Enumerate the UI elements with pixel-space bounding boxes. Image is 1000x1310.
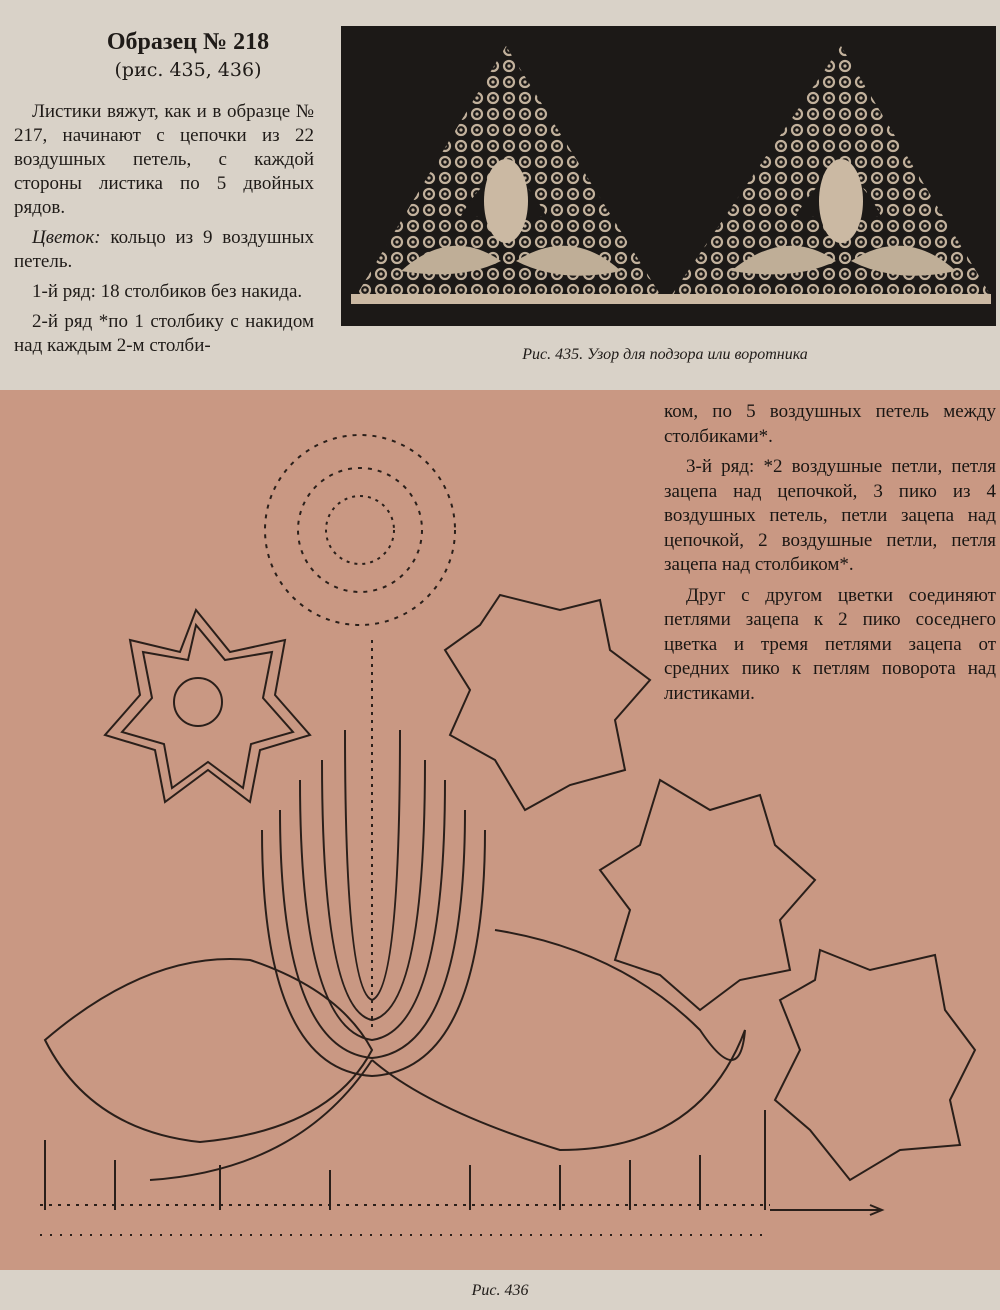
diagram-side-leaf-left	[45, 959, 372, 1180]
lace-motif-left	[356, 46, 661, 296]
diagram-flower-top	[265, 435, 455, 625]
diagram-central-leaf	[262, 640, 485, 1076]
lace-motif-right	[671, 46, 991, 296]
paragraph-leaves: Листики вяжут, как и в образце № 217, начинают с цепочки из 22 воздушных петель, с каждой стороны листика по 5 двойных рядов.	[14, 101, 314, 218]
figure-436-caption: Рис. 436	[471, 1282, 529, 1299]
lace-photo-illustration	[341, 26, 996, 326]
lace-photo	[341, 26, 996, 326]
diagram-flower-right-3	[775, 950, 975, 1180]
sample-title: Образец № 218	[106, 29, 270, 55]
paragraph-flower	[14, 226, 314, 274]
left-column-text	[14, 100, 314, 364]
flower-text: кольцо из 9 воздушных петель.	[14, 227, 314, 272]
flower-label: Цветок:	[32, 227, 101, 248]
diagram-flower-left	[105, 610, 310, 802]
paragraph-row1: 1-й ряд: 18 столбиков без накида.	[32, 281, 303, 302]
paragraph-row2: 2-й ряд *по 1 столбику с накидом над каждым 2-м столби-	[14, 311, 314, 356]
paragraph-joining: Друг с другом цветки соединяют петлями зацепа к 2 пико соседнего цветка и тремя петлями зацепа от средних пико к петлям поворота над листиками.	[664, 584, 996, 704]
diagram-foundation-chains	[40, 1110, 882, 1235]
figure-435-caption: Рис. 435. Узор для подзора или воротника	[522, 346, 808, 363]
right-column-text	[664, 400, 996, 712]
diagram-flower-right-1	[445, 595, 650, 810]
diagram-flower-right-2	[600, 780, 815, 1010]
paragraph-row3: 3-й ряд: *2 воздушные петли, петля зацепа над цепочкой, 3 пико из 4 воздушных петель, петли зацепа над цепочкой, 2 воздушные петли, петля зацепа над столбиком*.	[664, 456, 996, 575]
paragraph-row2-continued: ком, по 5 воздушных петель между столбиками*.	[664, 401, 996, 447]
sample-subtitle: (рис. 435, 436)	[114, 59, 262, 81]
lace-edge-band	[351, 294, 991, 304]
